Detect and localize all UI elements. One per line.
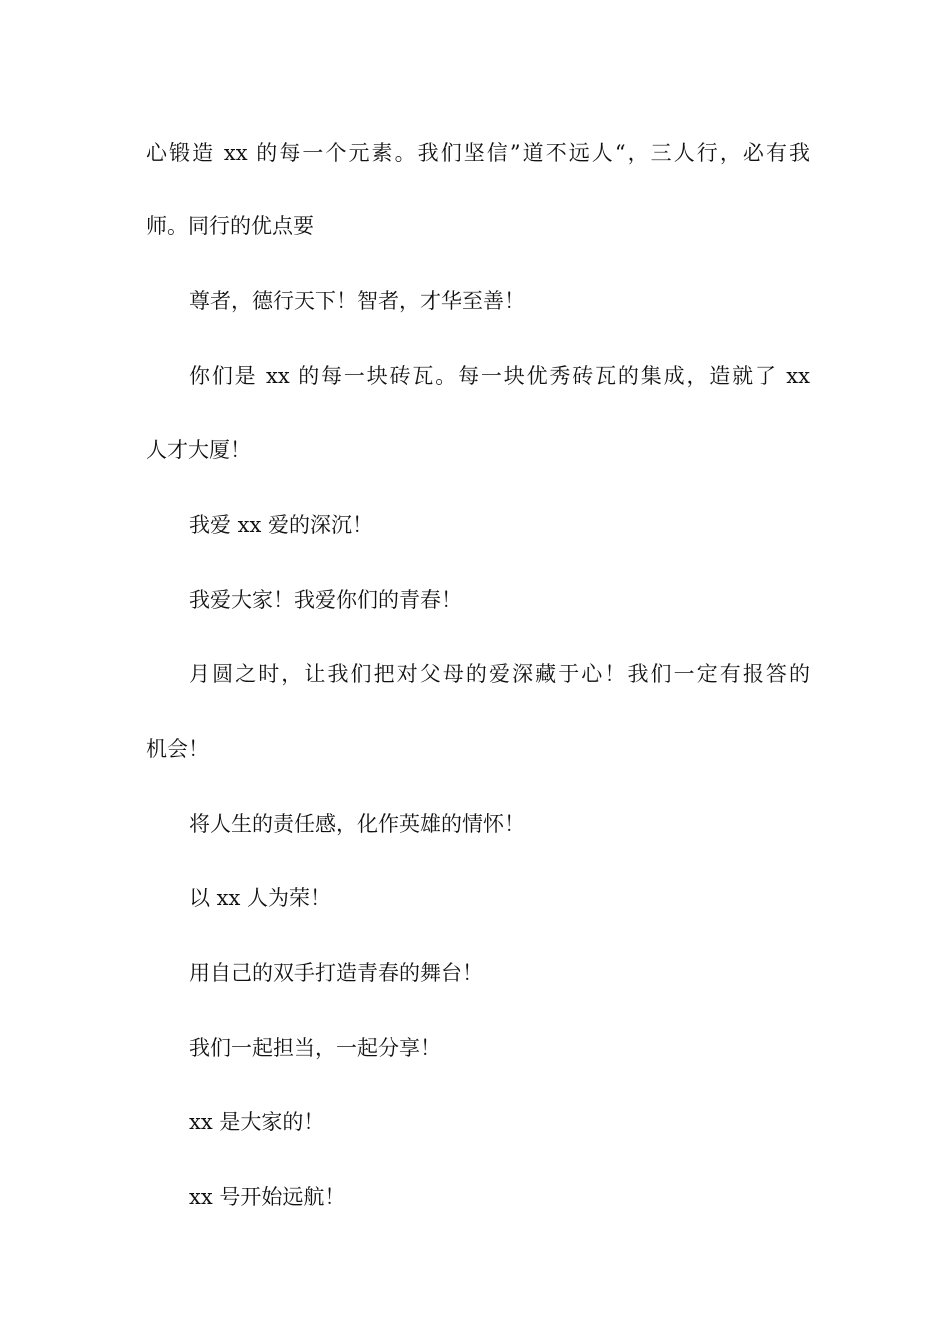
paragraph-line-8: 月圆之时，让我们把对父母的爱深藏于心！我们一定有报答的	[189, 662, 810, 686]
paragraph-line-5: 人才大厦！	[146, 438, 251, 462]
paragraph-line-6: 我爱 xx 爱的深沉！	[189, 513, 374, 537]
paragraph-line-3: 尊者，德行天下！智者，才华至善！	[189, 289, 525, 313]
paragraph-line-10: 将人生的责任感，化作英雄的情怀！	[189, 812, 525, 836]
paragraph-line-7: 我爱大家！我爱你们的青春！	[189, 588, 462, 612]
paragraph-line-1: 心锻造 xx 的每一个元素。我们坚信”道不远人“，三人行，必有我	[146, 141, 810, 165]
paragraph-line-4: 你们是 xx 的每一块砖瓦。每一块优秀砖瓦的集成，造就了 xx	[189, 364, 810, 388]
paragraph-line-15: xx 号开始远航！	[189, 1185, 346, 1209]
paragraph-line-12: 用自己的双手打造青春的舞台！	[189, 961, 483, 985]
paragraph-line-14: xx 是大家的！	[189, 1110, 325, 1134]
paragraph-line-2: 师。同行的优点要	[146, 214, 314, 238]
paragraph-line-11: 以 xx 人为荣！	[189, 886, 332, 910]
paragraph-line-13: 我们一起担当，一起分享！	[189, 1036, 441, 1060]
paragraph-line-9: 机会！	[146, 737, 209, 761]
